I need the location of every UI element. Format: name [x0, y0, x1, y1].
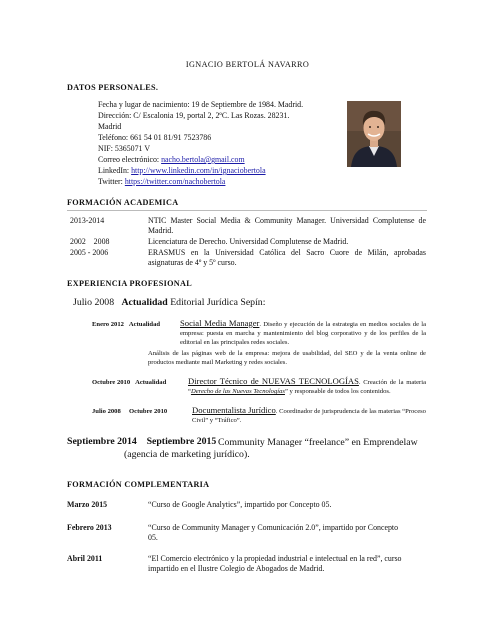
job-company: Editorial Jurídica Sepín: — [167, 297, 266, 308]
section-heading-personal: DATOS PERSONALES. — [67, 83, 159, 92]
subrole-text: . Diseño y ejecución de la estrategia en medios sociales de la empresa: puesta en marcha y mantenimiento del blog corporativo y de los perfiles de la editorial en las principales redes sociales. — [180, 321, 426, 346]
education-date: 2005 - 2006 — [70, 248, 109, 257]
section-heading-experience: EXPERIENCIA PROFESIONAL — [67, 279, 192, 288]
personal-line: Dirección: C/ Escalonia 19, portal 2, 2ºC. Las Rozas. 28231. — [98, 111, 290, 120]
job-date: Julio 2008 — [73, 297, 115, 308]
subrole-dates — [92, 378, 166, 387]
cv-name: IGNACIO BERTOLÁ NAVARRO — [185, 60, 310, 69]
education-date: 2002 2008 — [70, 237, 110, 246]
job-label: Septiembre 2015 — [146, 436, 217, 447]
subrole-desc — [192, 406, 426, 425]
education-desc: ERASMUS en la Universidad Católica del Sacro Cuore de Milán, aprobadas asignaturas de 4º y 5º curso. — [148, 248, 426, 268]
section-heading-complementary: FORMACIÓN COMPLEMENTARIA — [67, 480, 210, 489]
linkedin-label: LinkedIn: — [98, 166, 132, 175]
education-desc: Licenciatura de Derecho. Universidad Complutense de Madrid. — [148, 237, 349, 246]
twitter-line — [98, 177, 225, 187]
course-desc: “El Comercio electrónico y la propiedad industrial e intelectual en la red”, curso impartido en el Ilustre Colegio de Abogados de Madrid. — [148, 554, 402, 574]
subrole-date: Julio 2008 — [92, 408, 121, 415]
job-freelance-desc: Community Manager “freelance” en Emprendelaw (agencia de marketing jurídico). — [124, 437, 418, 460]
email-label: Correo electrónico: — [98, 155, 162, 164]
section-heading-education: FORMACIÓN ACADEMICA — [67, 198, 179, 207]
subrole-label: Actualidad — [128, 321, 161, 328]
course-desc: “Curso de Google Analytics”, impartido por Concepto 05. — [148, 500, 332, 509]
profile-photo — [347, 101, 401, 167]
email-link[interactable]: nacho.bertola@gmail.com — [161, 155, 245, 164]
subrole-desc-extra: Análisis de las páginas web de la empresa: mejora de usabilidad, del SEO y de la venta online de productos mediante mail Marketing y redes sociales. — [148, 350, 426, 366]
job-editorial — [73, 298, 265, 308]
linkedin-line — [98, 166, 266, 176]
subrole-text: . Creación de la materia “ — [188, 379, 426, 395]
education-desc: NTIC Master Social Media & Community Manager. Universidad Complutense de Madrid. — [148, 216, 426, 236]
subrole-desc — [180, 319, 426, 347]
education-date: 2013-2014 — [70, 216, 105, 225]
twitter-link[interactable]: https://twitter.com/nachobertola — [124, 177, 226, 186]
course-date: Abril 2011 — [67, 554, 103, 563]
personal-line: Madrid — [98, 122, 122, 131]
subrole-link[interactable]: Derecho de las Nuevas Tecnologías — [190, 388, 285, 395]
job-label: Actualidad — [121, 297, 168, 308]
twitter-label: Twitter: — [98, 177, 125, 186]
course-desc: “Curso de Community Manager y Comunicación 2.0”, impartido por Concepto 05. — [148, 523, 399, 543]
subrole-dates — [92, 407, 167, 416]
subrole-title: Social Media Manager — [180, 318, 260, 328]
personal-line: Fecha y lugar de nacimiento: 19 de Septiembre de 1984. Madrid. — [98, 100, 304, 109]
course-date: Febrero 2013 — [67, 523, 112, 532]
subrole-text: . Coordinador de jurisprudencia de las materias “Proceso Civil” y “Tráfico”. — [192, 408, 426, 424]
subrole-date: Enero 2012 — [92, 321, 124, 328]
subrole-title: Documentalista Jurídico — [192, 405, 276, 415]
email-line — [98, 155, 245, 165]
personal-line: NIF: 5365071 V — [98, 144, 151, 153]
subrole-label: Actualidad — [135, 379, 167, 386]
subrole-title: Director Técnico de NUEVAS TECNOLOGÍAS — [188, 376, 359, 386]
job-date: Septiembre 2014 — [67, 436, 137, 447]
personal-line: Teléfono: 661 54 01 81/91 7523786 — [98, 133, 212, 142]
course-date: Marzo 2015 — [67, 500, 108, 509]
subrole-dates — [92, 320, 160, 329]
subrole-text: ” y responsable de todos los contenidos. — [284, 388, 391, 395]
subrole-date: Octubre 2010 — [92, 379, 131, 386]
section-divider — [67, 210, 427, 211]
linkedin-link[interactable]: http://www.linkedin.com/in/ignaciobertola — [131, 166, 266, 175]
subrole-desc — [188, 377, 426, 396]
subrole-label: Octubre 2010 — [129, 408, 168, 415]
